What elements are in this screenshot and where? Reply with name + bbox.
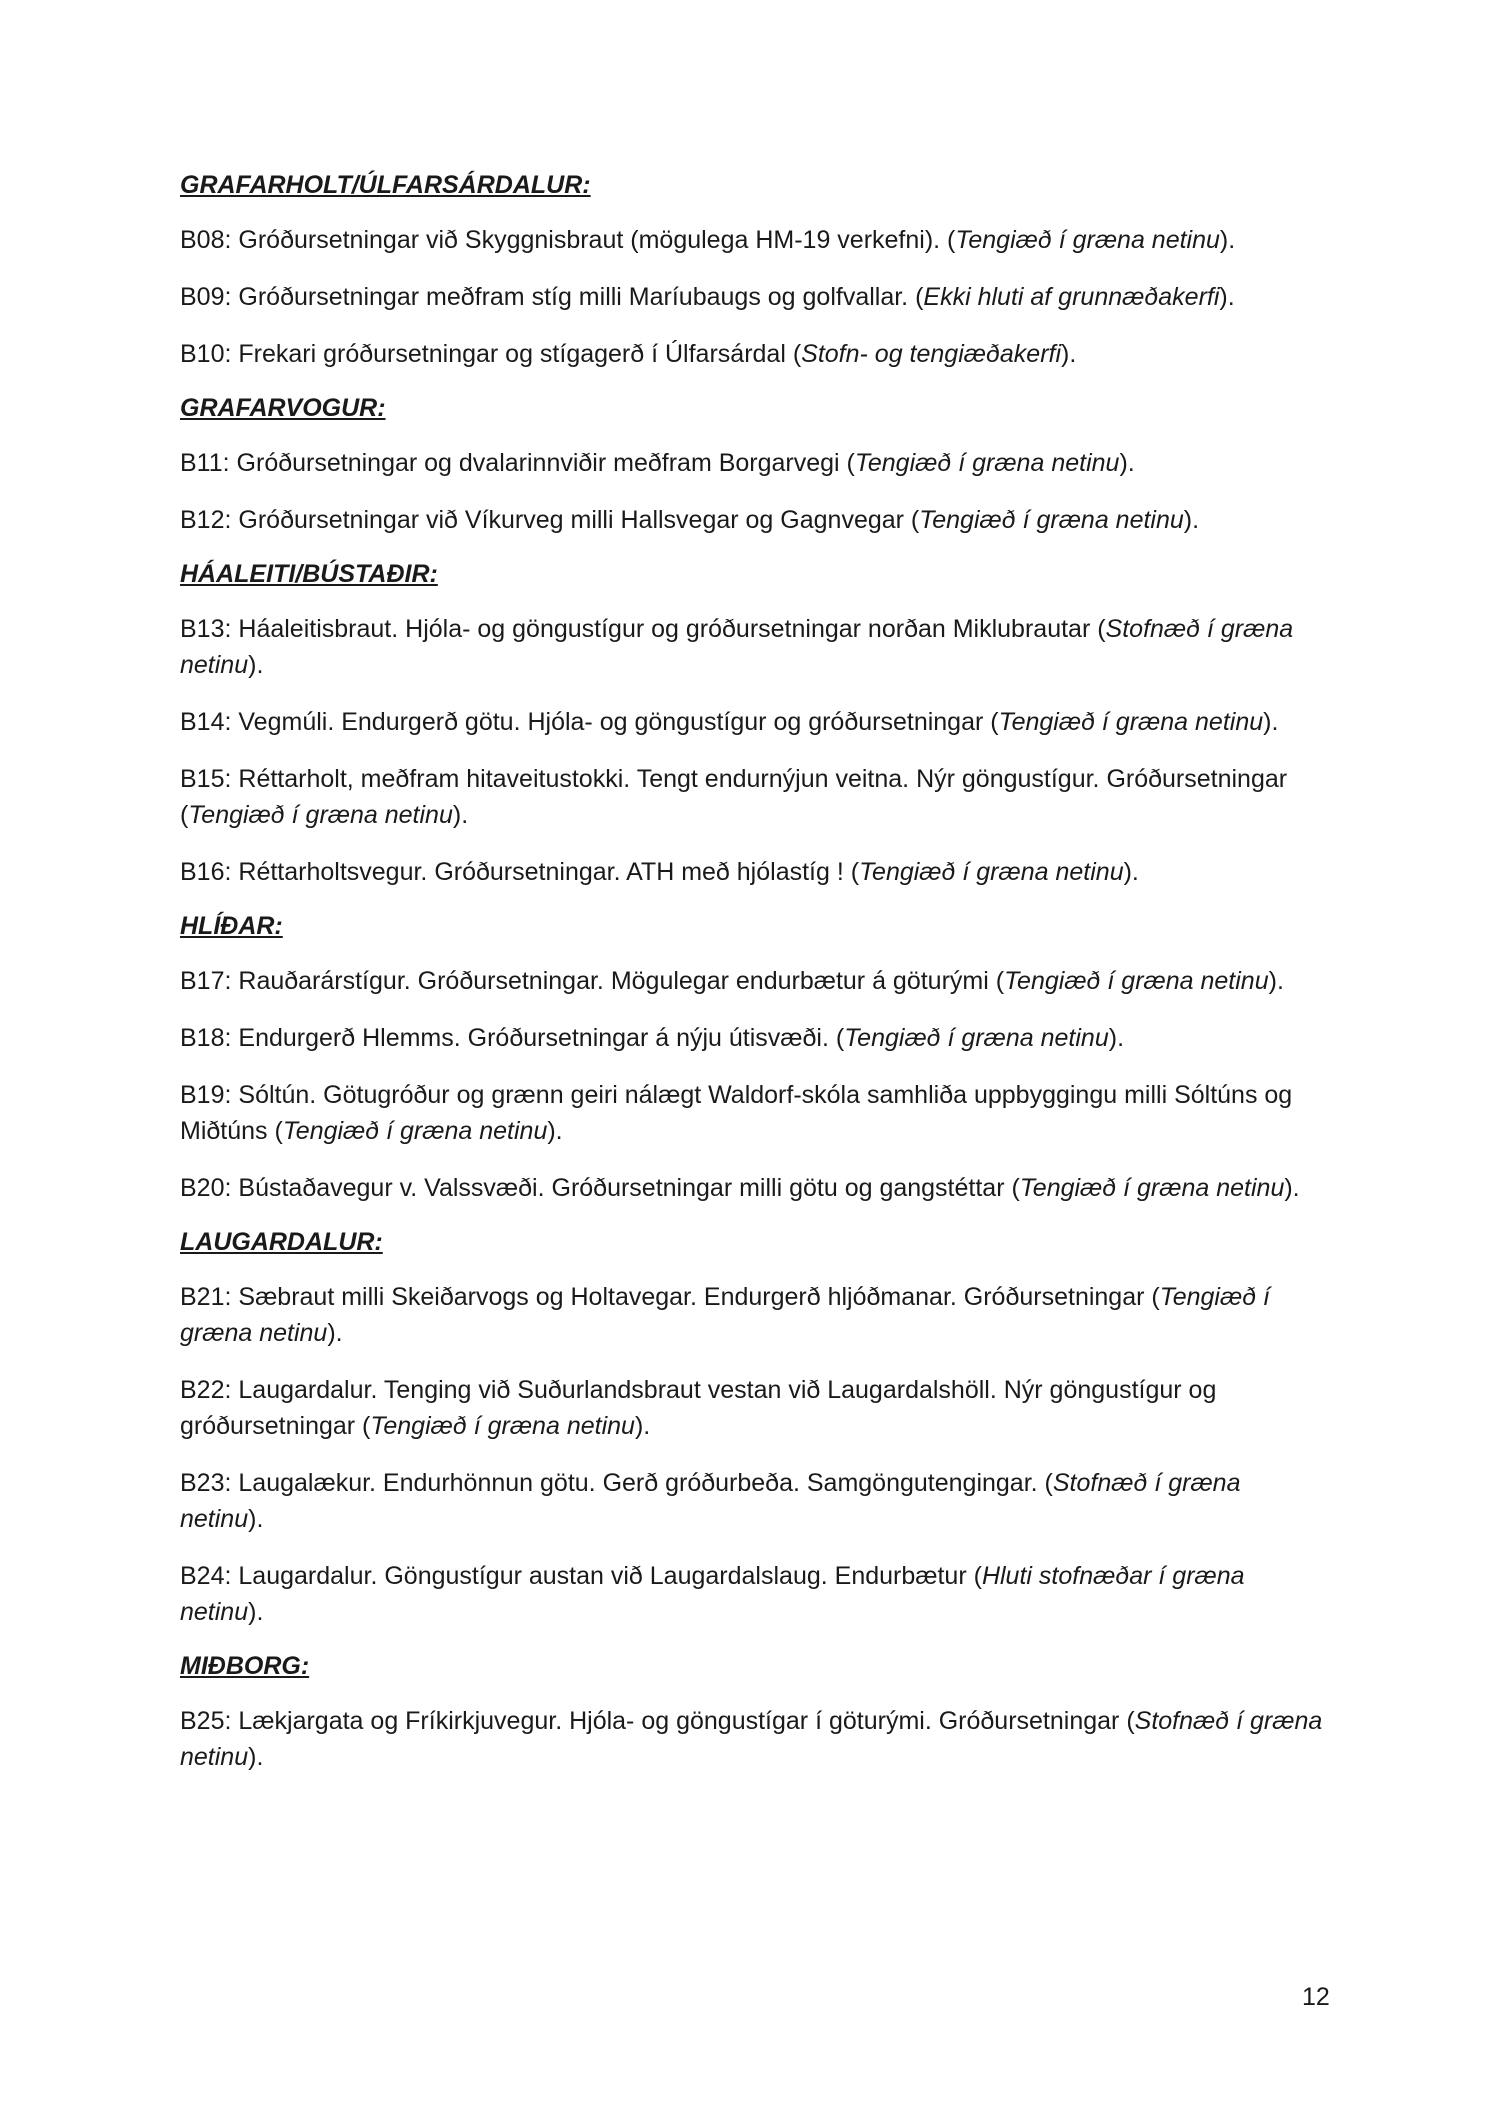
item-code: B14 xyxy=(180,708,225,736)
item-code: B17 xyxy=(180,967,225,995)
item-code: B21 xyxy=(180,1283,225,1311)
item-code: B08 xyxy=(180,226,225,254)
item-code: B25 xyxy=(180,1707,225,1735)
item-note: Stofnæð í græna netinu xyxy=(180,1707,1323,1771)
list-item: B12: Gróðursetningar við Víkurveg milli Hallsvegar og Gagnvegar (Tengiæð í græna netinu). xyxy=(180,506,1200,534)
item-code: B11 xyxy=(180,449,223,477)
list-item: B19: Sóltún. Götugróður og grænn geiri nálægt Waldorf-skóla samhliða uppbyggingu milli Sóltúns og Miðtúns (Tengiæð í græna netinu). xyxy=(180,1081,1293,1145)
item-code: B13 xyxy=(180,615,225,643)
item-note: Tengiæð í græna netinu xyxy=(844,1024,1109,1052)
item-note: Tengiæð í græna netinu xyxy=(1004,967,1269,995)
item-end: ). xyxy=(1268,967,1284,995)
item-end: ). xyxy=(1123,858,1139,886)
item-note: Tengiæð í græna netinu xyxy=(282,1117,548,1145)
item-text: Rauðarárstígur. Gróðursetningar. Mögulegar endurbætur á göturými ( xyxy=(238,967,1005,995)
item-end: ). xyxy=(248,1505,264,1533)
list-item: B20: Bústaðavegur v. Valssvæði. Gróðursetningar milli götu og gangstéttar (Tengiæð í græna netinu). xyxy=(180,1174,1300,1202)
page-number: 12 xyxy=(1302,1983,1330,2011)
list-item: B25: Lækjargata og Fríkirkjuvegur. Hjóla- og göngustígar í göturými. Gróðursetningar (Stofnæð í græna netinu). xyxy=(180,1707,1323,1771)
section-heading: GRAFARHOLT/ÚLFARSÁRDALUR: xyxy=(180,171,591,199)
item-end: ). xyxy=(634,1412,651,1440)
item-text: Vegmúli. Endurgerð götu. Hjóla- og göngustígur og gróðursetningar ( xyxy=(238,708,999,736)
item-text: Bústaðavegur v. Valssvæði. Gróðursetningar milli götu og gangstéttar ( xyxy=(238,1174,1020,1202)
item-text: Háaleitisbraut. Hjóla- og göngustígur og gróðursetningar norðan Miklubrautar ( xyxy=(238,615,1106,643)
item-text: Lækjargata og Fríkirkjuvegur. Hjóla- og göngustígar í göturými. Gróðursetningar ( xyxy=(238,1707,1135,1735)
item-note: Tengiæð í græna netinu xyxy=(180,1283,1270,1347)
section-heading: MIÐBORG: xyxy=(180,1652,310,1680)
item-end: ). xyxy=(248,1598,264,1626)
item-text: Gróðursetningar meðfram stíg milli Maríubaugs og golfvallar. ( xyxy=(238,283,924,311)
list-item: B08: Gróðursetningar við Skyggnisbraut (mögulega HM-19 verkefni). (Tengiæð í græna netinu). xyxy=(180,226,1236,254)
item-end: ). xyxy=(1263,708,1279,736)
item-text: Laugalækur. Endurhönnun götu. Gerð gróðurbeða. Samgöngutengingar. ( xyxy=(238,1469,1053,1497)
item-end: ). xyxy=(1219,226,1236,254)
list-item: B14: Vegmúli. Endurgerð götu. Hjóla- og göngustígur og gróðursetningar (Tengiæð í græna netinu). xyxy=(180,708,1279,736)
list-item: B16: Réttarholtsvegur. Gróðursetningar. ATH með hjólastíg ! (Tengiæð í græna netinu). xyxy=(180,858,1139,886)
item-end: ). xyxy=(1284,1174,1300,1202)
list-item: B10: Frekari gróðursetningar og stígagerð í Úlfarsárdal (Stofn- og tengiæðakerfi). xyxy=(180,340,1077,368)
item-end: ). xyxy=(248,1743,264,1771)
section-heading: HÁALEITI/BÚSTAÐIR: xyxy=(180,560,438,588)
item-note: Tengiæð í græna netinu xyxy=(1019,1174,1285,1202)
section-heading: LAUGARDALUR: xyxy=(180,1228,383,1256)
list-item: B17: Rauðarárstígur. Gróðursetningar. Mögulegar endurbætur á göturými (Tengiæð í græna netinu). xyxy=(180,967,1284,995)
item-code: B24 xyxy=(180,1562,225,1590)
item-code: B10 xyxy=(180,340,225,368)
item-end: ). xyxy=(1108,1024,1125,1052)
item-text: Réttarholt, meðfram hitaveitustokki. Tengt endurnýjun veitna. Nýr göngustígur. Gróðursetningar ( xyxy=(180,765,1288,829)
item-code: B15 xyxy=(180,765,225,793)
list-item: B15: Réttarholt, meðfram hitaveitustokki. Tengt endurnýjun veitna. Nýr göngustígur. Gróðursetningar (Tengiæð í græna netinu). xyxy=(180,765,1288,829)
item-code: B12 xyxy=(180,506,225,534)
item-note: Tengiæð í græna netinu xyxy=(188,801,453,829)
list-item: B22: Laugardalur. Tenging við Suðurlandsbraut vestan við Laugardalshöll. Nýr göngustígur og gróðursetningar (Tengiæð í græna netinu). xyxy=(180,1376,1217,1440)
item-note: Tengiæð í græna netinu xyxy=(919,506,1184,534)
item-code: B09 xyxy=(180,283,225,311)
item-text: Frekari gróðursetningar og stígagerð í Úlfarsárdal ( xyxy=(238,340,802,368)
item-note: Ekki hluti af grunnæðakerfi xyxy=(923,283,1220,311)
item-code: B20 xyxy=(180,1174,225,1202)
item-note: Tengiæð í græna netinu xyxy=(854,449,1120,477)
item-code: B18 xyxy=(180,1024,225,1052)
item-note: Tengiæð í græna netinu xyxy=(998,708,1264,736)
item-text: Gróðursetningar við Skyggnisbraut (mögulega HM-19 verkefni). ( xyxy=(238,226,956,254)
item-end: ). xyxy=(452,801,469,829)
item-code: B23 xyxy=(180,1469,225,1497)
item-code: B22 xyxy=(180,1376,225,1404)
document-page xyxy=(180,170,1330,1796)
item-note: Hluti stofnæðar í græna netinu xyxy=(180,1562,1245,1626)
item-text: Réttarholtsvegur. Gróðursetningar. ATH með hjólastíg ! ( xyxy=(238,858,860,886)
item-note: Tengiæð í græna netinu xyxy=(859,858,1124,886)
item-note: Stofnæð í græna netinu xyxy=(180,1469,1241,1533)
section-heading: GRAFARVOGUR: xyxy=(180,394,386,422)
item-note: Tengiæð í græna netinu xyxy=(955,226,1220,254)
item-text: Gróðursetningar við Víkurveg milli Hallsvegar og Gagnvegar ( xyxy=(238,506,920,534)
item-note: Stofnæð í græna netinu xyxy=(180,615,1294,679)
item-end: ). xyxy=(1183,506,1200,534)
item-text: Gróðursetningar og dvalarinnviðir meðfram Borgarvegi ( xyxy=(236,449,855,477)
item-end: ). xyxy=(1219,283,1235,311)
item-note: Stofn- og tengiæðakerfi xyxy=(801,340,1062,368)
list-item: B18: Endurgerð Hlemms. Gróðursetningar á nýju útisvæði. (Tengiæð í græna netinu). xyxy=(180,1024,1125,1052)
item-text: Endurgerð Hlemms. Gróðursetningar á nýju útisvæði. ( xyxy=(238,1024,845,1052)
item-text: Laugardalur. Göngustígur austan við Laugardalslaug. Endurbætur ( xyxy=(238,1562,982,1590)
item-text: Laugardalur. Tenging við Suðurlandsbraut vestan við Laugardalshöll. Nýr göngustígur og gróðursetningar ( xyxy=(180,1376,1217,1440)
list-item: B23: Laugalækur. Endurhönnun götu. Gerð gróðurbeða. Samgöngutengingar. (Stofnæð í græna netinu). xyxy=(180,1469,1241,1533)
item-end: ). xyxy=(1061,340,1077,368)
item-note: Tengiæð í græna netinu xyxy=(370,1412,635,1440)
list-item: B09: Gróðursetningar meðfram stíg milli Maríubaugs og golfvallar. (Ekki hluti af grunnæðakerfi). xyxy=(180,283,1235,311)
item-text: Sóltún. Götugróður og grænn geiri nálægt Waldorf-skóla samhliða uppbyggingu milli Sóltúns og Miðtúns ( xyxy=(180,1081,1293,1145)
item-code: B19 xyxy=(180,1081,225,1109)
item-end: ). xyxy=(547,1117,563,1145)
section-heading: HLÍÐAR: xyxy=(180,912,283,940)
item-code: B16 xyxy=(180,858,225,886)
list-item: B13: Háaleitisbraut. Hjóla- og göngustígur og gróðursetningar norðan Miklubrautar (Stofnæð í græna netinu). xyxy=(180,615,1294,679)
list-item: B21: Sæbraut milli Skeiðarvogs og Holtavegar. Endurgerð hljóðmanar. Gróðursetningar (Tengiæð í græna netinu). xyxy=(180,1283,1270,1347)
item-end: ). xyxy=(327,1319,343,1347)
item-end: ). xyxy=(248,651,264,679)
list-item: B11: Gróðursetningar og dvalarinnviðir meðfram Borgarvegi (Tengiæð í græna netinu). xyxy=(180,449,1135,477)
list-item: B24: Laugardalur. Göngustígur austan við Laugardalslaug. Endurbætur (Hluti stofnæðar í græna netinu). xyxy=(180,1562,1245,1626)
item-text: Sæbraut milli Skeiðarvogs og Holtavegar. Endurgerð hljóðmanar. Gróðursetningar ( xyxy=(238,1283,1160,1311)
item-end: ). xyxy=(1119,449,1135,477)
